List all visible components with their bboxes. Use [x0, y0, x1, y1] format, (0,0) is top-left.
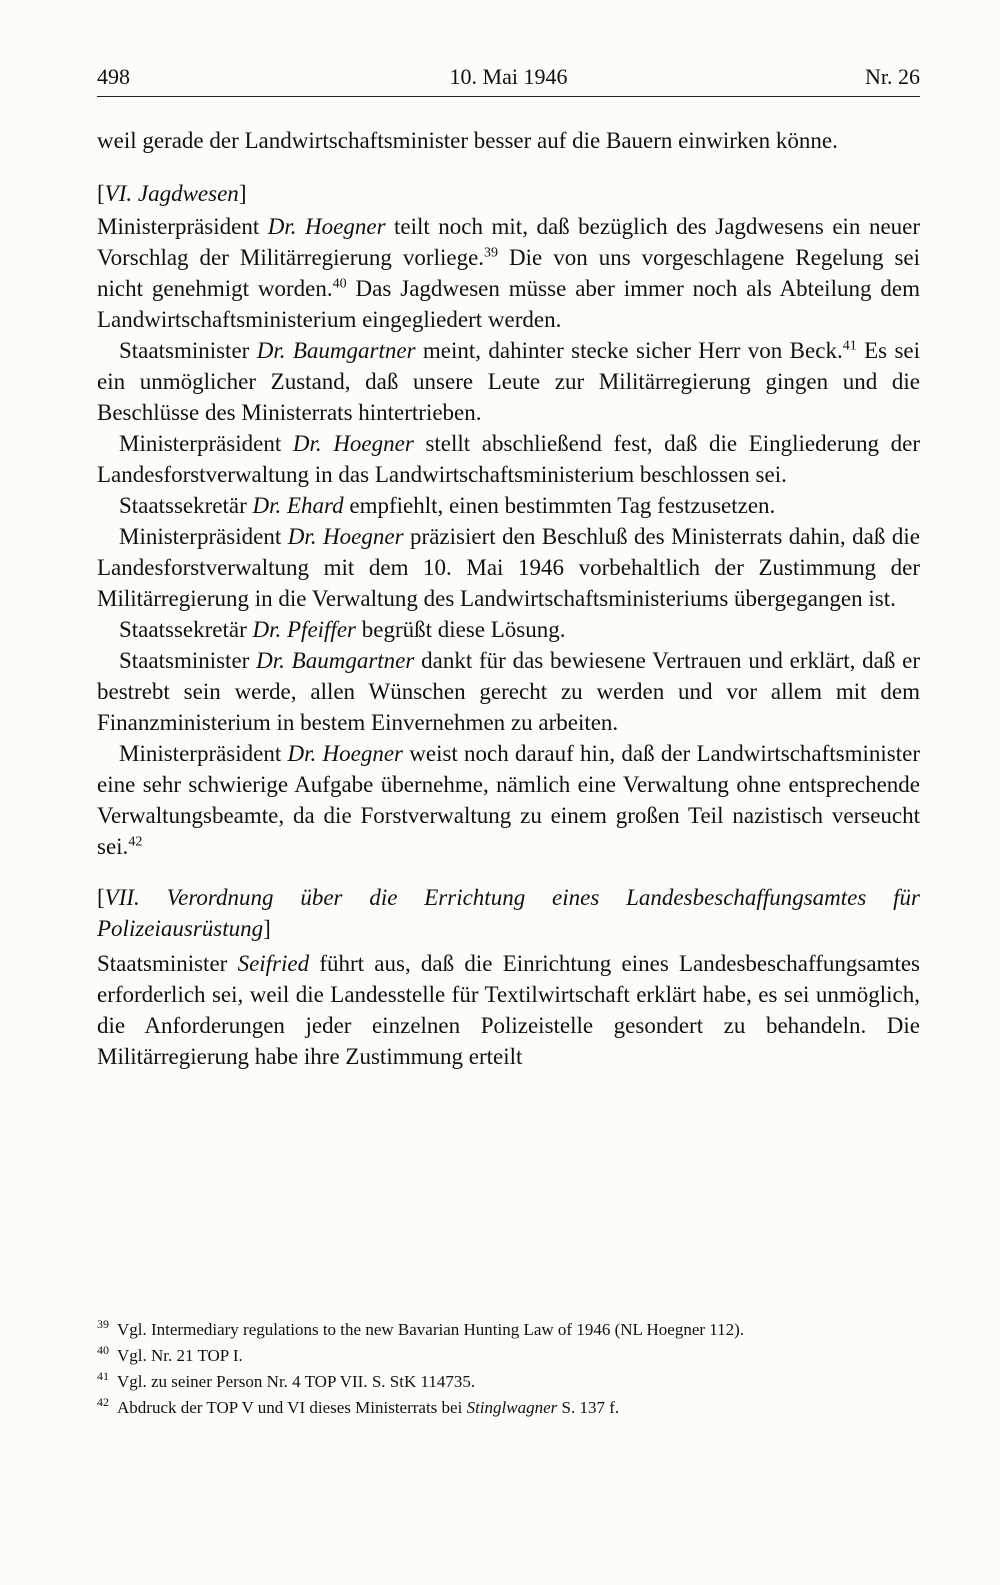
paragraph-6: Ministerpräsident Dr. Hoegner präzisiert den Beschluß des Ministerrats dahin, daß die Landesforstverwaltung mit dem 10. Mai 1946 vorbehaltlich der Zustimmung der Militärregierung in die Verwaltung des Landwirtschaftsministeriums übergegangen ist.	[97, 524, 920, 611]
paragraph-3: Staatsminister Dr. Baumgartner meint, dahinter stecke sicher Herr von Beck.$^{41}$ Es sei ein unmöglicher Zustand, daß unsere Leute zur Militärregierung gingen und die Beschlüsse des Ministerrats hintertrieben.	[97, 338, 921, 425]
section-heading-vi: [VI. Jagdwesen]	[97, 181, 247, 206]
speaker-name: Pfeiffer	[287, 617, 356, 642]
running-header	[97, 62, 920, 97]
paragraph-10: Staatsminister Seifried führt aus, daß die Einrichtung eines Landesbeschaffungsamtes erforderlich sei, weil die Landesstelle für Textilwirtschaft erklärt habe, es sei unmöglich, die Anforderungen jeder einzelnen Polizeistelle gesondert zu behandeln. Die Militärregierung habe ihre Zustimmung erteilt	[97, 951, 921, 1069]
paragraph-5: Staatssekretär Dr. Ehard empfiehlt, einen bestimmten Tag festzusetzen.	[119, 493, 776, 518]
footnote-ref-41: 41	[842, 338, 857, 354]
speaker-name: Ehard	[287, 493, 344, 518]
footnote-42: 42 Abdruck der TOP V und VI dieses Ministerrats bei Stinglwagner S. 137 f.	[97, 1395, 620, 1417]
section-title-vi: VI. Jagdwesen	[104, 181, 239, 206]
speaker-name: Hoegner	[333, 431, 414, 456]
speaker-name: Baumgartner	[292, 338, 416, 363]
footnote-39: 39 Vgl. Intermediary regulations to the new Bavarian Hunting Law of 1946 (NL Hoegner 112).	[97, 1317, 745, 1339]
paragraph-9: Ministerpräsident Dr. Hoegner weist noch darauf hin, daß der Landwirtschaftsminister eine sehr schwierige Aufgabe übernehme, nämlich eine Verwaltung ohne entsprechende Verwaltungsbeamte, da die Forstverwaltung zu einem großen Teil nazistisch verseucht sei.$^{42}$	[97, 741, 921, 859]
footnote-ref-39: 39	[484, 245, 499, 261]
footnote-ref-40: 40	[332, 276, 347, 292]
header-date: 10. Mai 1946	[449, 64, 568, 89]
section-heading-vii: [VII. Verordnung über die Errichtung eines Landesbeschaffungsamtes für Polizeiausrüstung]	[97, 885, 920, 941]
footnotes	[97, 1317, 920, 1421]
speaker-name: Hoegner	[323, 524, 404, 549]
speaker-name: Baumgartner	[291, 648, 415, 673]
speaker-name: Seifried	[237, 951, 310, 976]
section-title-vii: VII. Verordnung über die Errichtung eines Landesbeschaffungsamtes für Polizeiausrüstung	[97, 885, 920, 941]
paragraph-4: Ministerpräsident Dr. Hoegner stellt abschließend fest, daß die Eingliederung der Landesforstverwaltung in das Landwirtschaftsministerium beschlossen sei.	[97, 431, 921, 487]
page-number: 498	[97, 64, 130, 89]
issue-number: Nr. 26	[865, 64, 920, 89]
paragraph-2: Ministerpräsident Dr. Hoegner teilt noch mit, daß bezüglich des Jagdwesens ein neuer Vorschlag der Militärregierung vorliege.$^{39}$ Die von uns vorgeschlagene Regelung sei nicht genehmigt worden.$^{40}$ Das Jagdwesen müsse aber immer noch als Abteilung dem Landwirtschaftsministerium eingegliedert werden.	[97, 214, 921, 332]
speaker-name: Hoegner	[322, 741, 403, 766]
body-text	[97, 125, 920, 1072]
paragraph-8: Staatsminister Dr. Baumgartner dankt für das bewiesene Vertrauen und erklärt, daß er bestrebt sein werde, allen Wünschen gerecht zu werden und vor allem mit dem Finanzministerium in bestem Einvernehmen zu arbeiten.	[97, 648, 921, 735]
footnote-41: 41 Vgl. zu seiner Person Nr. 4 TOP VII. S. StK 114735.	[97, 1369, 476, 1391]
footnote-ref-42: 42	[128, 834, 143, 850]
speaker-name: Hoegner	[305, 214, 386, 239]
paragraph-7: Staatssekretär Dr. Pfeiffer begrüßt diese Lösung.	[119, 617, 566, 642]
footnote-40: 40 Vgl. Nr. 21 TOP I.	[97, 1343, 243, 1365]
paragraph-1: weil gerade der Landwirtschaftsminister besser auf die Bauern einwirken könne.	[97, 128, 838, 153]
